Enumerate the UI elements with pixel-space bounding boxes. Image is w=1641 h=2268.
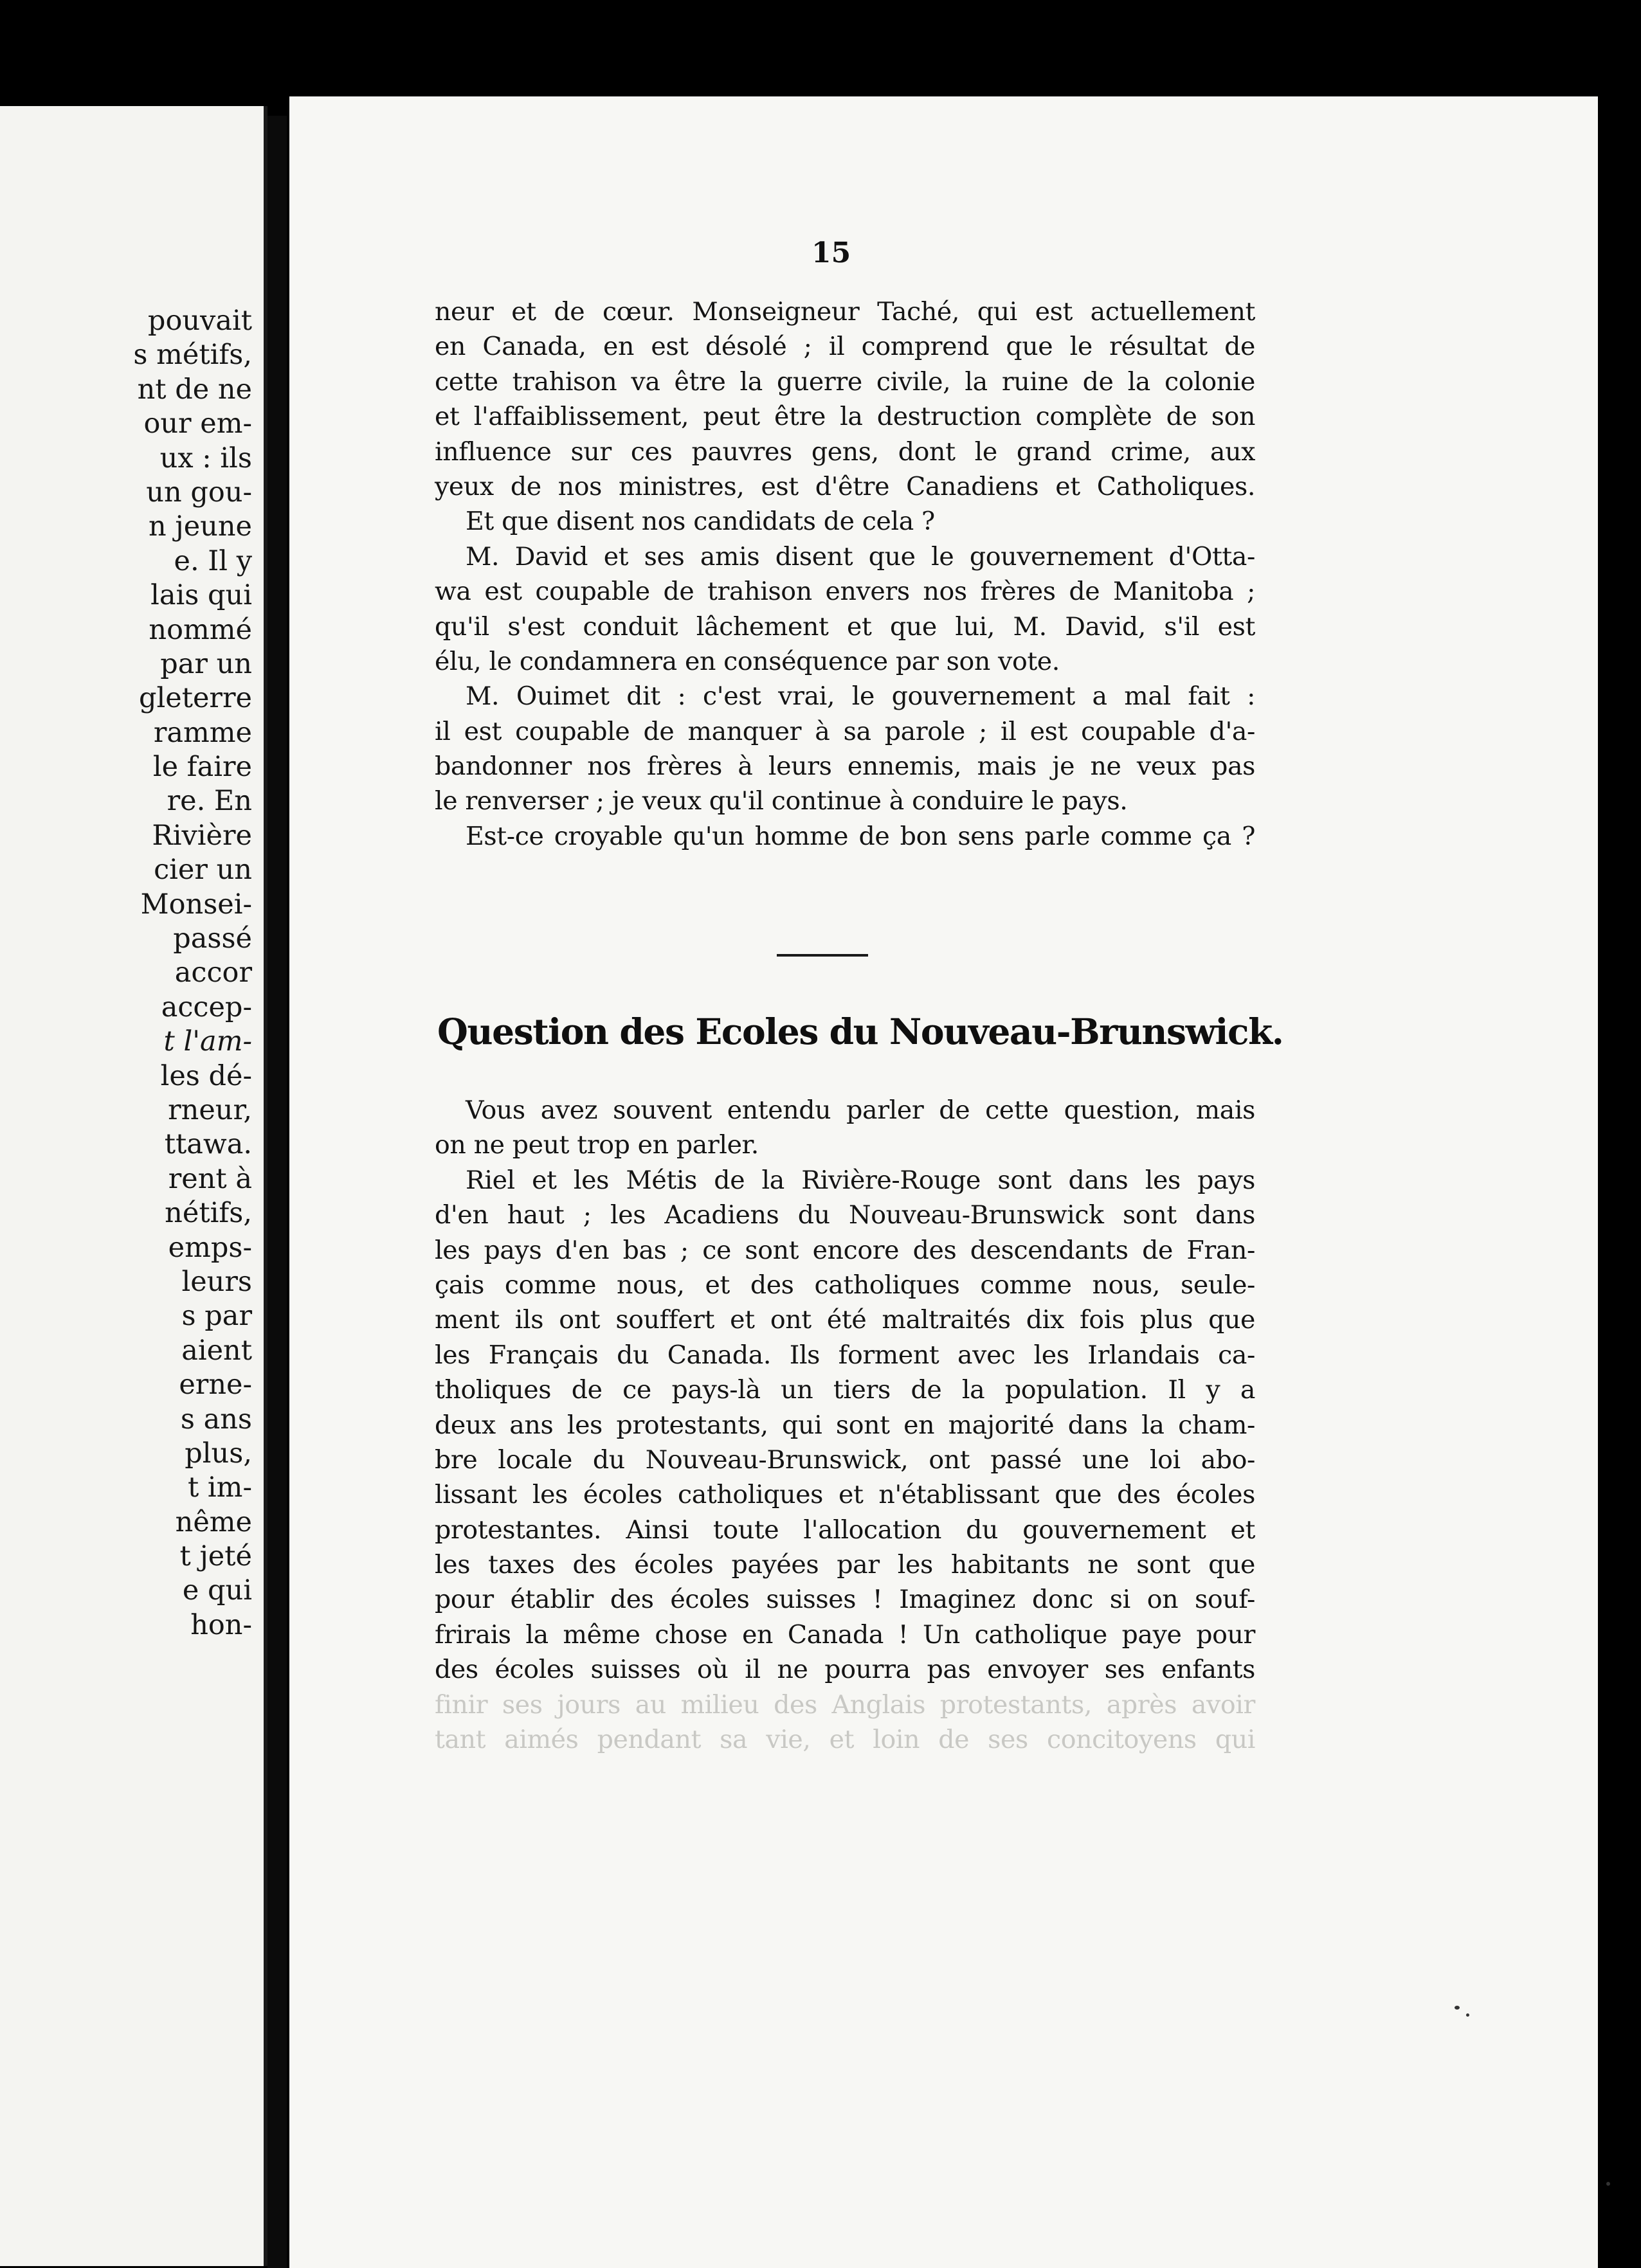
left-fragment-line: our em- xyxy=(143,408,252,440)
bleed-through-line: tant aimés pendant sa vie, et loin de ses concitoyens qui xyxy=(435,1725,1255,1755)
left-fragment-line: n jeune xyxy=(149,510,252,543)
body-line: M. Ouimet dit : c'est vrai, le gouvernement a mal fait : xyxy=(466,681,1255,712)
body-line: le renverser ; je veux qu'il continue à conduire le pays. xyxy=(435,786,1128,816)
left-fragment-line: e qui xyxy=(182,1574,252,1607)
left-fragment-line: Monsei- xyxy=(140,888,252,921)
left-fragment-line: nommé xyxy=(149,613,252,646)
body-line: bre locale du Nouveau-Brunswick, ont passé une loi abo- xyxy=(435,1444,1255,1475)
left-page-text-fragments xyxy=(133,304,252,1643)
body-line: influence sur ces pauvres gens, dont le grand crime, aux xyxy=(435,437,1255,467)
left-fragment-line: un gou- xyxy=(146,476,252,509)
left-fragment-line: pouvait xyxy=(147,305,252,337)
body-line: Et que disent nos candidats de cela ? xyxy=(466,507,935,537)
left-fragment-line: t l'am- xyxy=(163,1025,252,1058)
left-fragment-line: erne- xyxy=(179,1369,252,1401)
left-fragment-line: nt de ne xyxy=(137,373,252,406)
body-line: Est-ce croyable qu'un homme de bon sens parle comme ça ? xyxy=(466,821,1255,851)
left-fragment-line: re. En xyxy=(167,785,252,818)
body-line: neur et de cœur. Monseigneur Taché, qui est actuellement xyxy=(435,297,1255,327)
left-fragment-line: cier un xyxy=(154,854,252,887)
body-line: lissant les écoles catholiques et n'établissant que des écoles xyxy=(435,1480,1255,1510)
left-fragment-line: leurs xyxy=(181,1265,252,1298)
left-fragment-line: nême xyxy=(175,1506,252,1538)
book-spine xyxy=(267,116,287,2268)
body-line: frirais la même chose en Canada ! Un catholique paye pour xyxy=(435,1619,1255,1650)
page-number: 15 xyxy=(811,237,851,269)
body-line: yeux de nos ministres, est d'être Canadiens et Catholiques. xyxy=(435,471,1255,501)
left-fragment-line: lais qui xyxy=(150,579,252,612)
left-fragment-line: accep- xyxy=(161,991,252,1023)
paper-speck xyxy=(1455,2006,1460,2010)
section-1-body xyxy=(435,294,1255,854)
left-fragment-line: les dé- xyxy=(160,1059,252,1092)
left-fragment-line: plus, xyxy=(185,1437,252,1470)
body-line: les taxes des écoles payées par les habitants ne sont que xyxy=(435,1550,1255,1580)
bleed-through-line: finir ses jours au milieu des Anglais protestants, après avoir xyxy=(435,1689,1255,1720)
body-line: bandonner nos frères à leurs ennemis, mais je ne veux pas xyxy=(435,752,1255,782)
left-fragment-line: t im- xyxy=(187,1472,252,1504)
body-line: qu'il s'est conduit lâchement et que lui, M. David, s'il est xyxy=(435,611,1255,642)
body-line: çais comme nous, et des catholiques comme nous, seule- xyxy=(435,1270,1255,1300)
body-line: Riel et les Métis de la Rivière-Rouge sont dans les pays xyxy=(466,1165,1255,1195)
section-divider-rule xyxy=(777,954,868,957)
body-line: wa est coupable de trahison envers nos frères de Manitoba ; xyxy=(435,577,1255,607)
left-fragment-line: accor xyxy=(174,957,252,989)
left-fragment-line: ttawa. xyxy=(164,1128,252,1161)
body-line: des écoles suisses où il ne pourra pas envoyer ses enfants xyxy=(435,1655,1255,1685)
body-line: les Français du Canada. Ils forment avec les Irlandais ca- xyxy=(435,1340,1255,1370)
left-fragment-line: rneur, xyxy=(168,1094,252,1126)
section-heading: Question des Ecoles du Nouveau-Brunswick. xyxy=(437,1011,1283,1052)
body-line: il est coupable de manquer à sa parole ; il est coupable d'a- xyxy=(435,716,1255,746)
left-fragment-line: aient xyxy=(181,1334,252,1367)
body-line: cette trahison va être la guerre civile, la ruine de la colonie xyxy=(435,366,1255,397)
left-page-fragment xyxy=(0,106,267,2266)
left-fragment-line: s par xyxy=(181,1300,252,1333)
body-line: ment ils ont souffert et ont été maltraités dix fois plus que xyxy=(435,1305,1255,1335)
left-fragment-line: le faire xyxy=(152,751,252,784)
left-fragment-line: e. Il y xyxy=(174,544,252,577)
paper-speck xyxy=(1606,2182,1610,2186)
left-fragment-line: t jeté xyxy=(179,1540,252,1573)
left-fragment-line: ux : ils xyxy=(159,442,252,474)
left-fragment-line: passé xyxy=(173,923,252,955)
left-fragment-line: rent à xyxy=(168,1162,252,1195)
left-fragment-line: s métifs, xyxy=(133,339,252,372)
left-fragment-line: nétifs, xyxy=(165,1197,252,1230)
left-fragment-line: emps- xyxy=(168,1231,252,1264)
body-line: M. David et ses amis disent que le gouvernement d'Otta- xyxy=(466,541,1255,572)
body-line: on ne peut trop en parler. xyxy=(435,1130,759,1160)
section-2-body xyxy=(435,1093,1255,1757)
body-line: tholiques de ce pays-là un tiers de la population. Il y a xyxy=(435,1375,1255,1405)
body-line: d'en haut ; les Acadiens du Nouveau-Brunswick sont dans xyxy=(435,1200,1255,1230)
paper-speck xyxy=(1466,2013,1469,2017)
body-line: les pays d'en bas ; ce sont encore des descendants de Fran- xyxy=(435,1235,1255,1265)
body-line: en Canada, en est désolé ; il comprend que le résultat de xyxy=(435,332,1255,362)
body-line: protestantes. Ainsi toute l'allocation du gouvernement et xyxy=(435,1515,1255,1545)
left-fragment-line: Rivière xyxy=(152,819,252,852)
body-line: élu, le condamnera en conséquence par son vote. xyxy=(435,646,1060,676)
left-fragment-line: ramme xyxy=(153,716,252,749)
left-fragment-line: par un xyxy=(160,647,252,680)
left-fragment-line: gleterre xyxy=(138,682,252,715)
left-fragment-line: hon- xyxy=(190,1608,252,1641)
body-line: et l'affaiblissement, peut être la destruction complète de son xyxy=(435,402,1255,432)
left-fragment-line: s ans xyxy=(180,1403,252,1436)
body-line: pour établir des écoles suisses ! Imaginez donc si on souf- xyxy=(435,1585,1255,1615)
body-line: Vous avez souvent entendu parler de cette question, mais xyxy=(466,1095,1255,1125)
body-line: deux ans les protestants, qui sont en majorité dans la cham- xyxy=(435,1410,1255,1440)
